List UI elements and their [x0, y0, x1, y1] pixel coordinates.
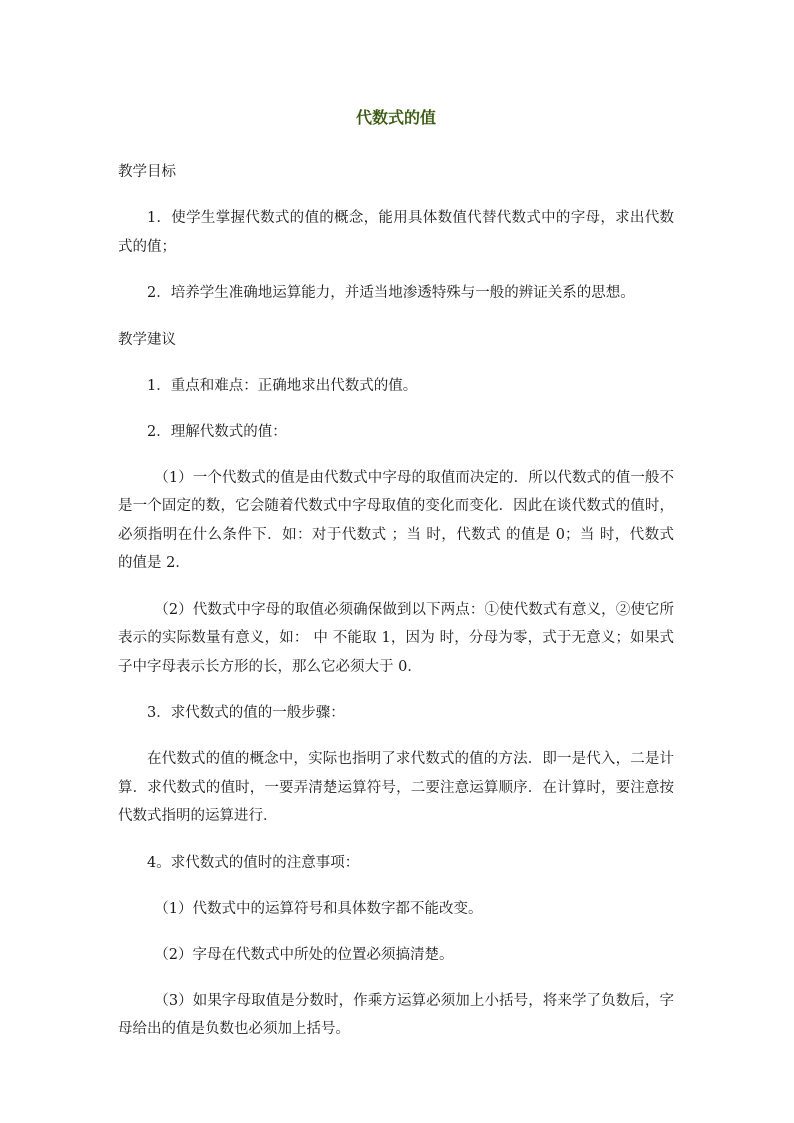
goal-item-2: 2．培养学生准确地运算能力，并适当地渗透特殊与一般的辨证关系的思想。	[147, 285, 635, 301]
suggestion-item-4: 4。求代数式的值时的注意事项：	[147, 854, 360, 871]
section-heading-goals: 教学目标	[118, 164, 176, 180]
section-heading-suggestions: 教学建议	[118, 331, 176, 348]
suggestion-item-2-2: （2）代数式中字母的取值必须确保做到以下两点：①使代数式有意义，②使它所表示的实际数量有意义，如： 中 不能取 1，因为 时，分母为零，式于无意义；如果式子中字母表示长方形的长，那么它必须大于 0．	[118, 601, 674, 675]
page-title: 代数式的值	[355, 108, 436, 127]
suggestion-item-4-2: （2）字母在代数式中所处的位置必须搞清楚。	[154, 946, 454, 963]
document-page	[118, 106, 674, 1062]
suggestion-item-2-1: （1）一个代数式的值是由代数式中字母的取值而决定的．所以代数式的值一般不是一个固定的数，它会随着代数式中字母取值的变化而变化．因此在谈代数式的值时，必须指明在什么条件下．如：对于代数式 ；当 时，代数式 的值是 0；当 时，代数式 的值是 2．	[118, 469, 674, 571]
suggestion-item-3-body: 在代数式的值的概念中，实际也指明了求代数式的值的方法．即一是代入，二是计算．求代数式的值时，一要弄清楚运算符号，二要注意运算顺序．在计算时，要注意按代数式指明的运算进行．	[118, 751, 674, 824]
goal-item-1: 1．使学生掌握代数式的值的概念，能用具体数值代替代数式中的字母，求出代数式的值；	[118, 210, 674, 255]
suggestion-item-2: 2．理解代数式的值：	[147, 423, 287, 440]
suggestion-item-4-1: （1）代数式中的运算符号和具体数字都不能改变。	[154, 900, 483, 917]
suggestion-item-1: 1．重点和难点：正确地求出代数式的值。	[147, 377, 418, 394]
suggestion-item-4-3: （3）如果字母取值是分数时，作乘方运算必须加上小括号，将来学了负数后，字母给出的值是负数也必须加上括号。	[118, 992, 674, 1037]
suggestion-item-3: 3．求代数式的值的一般步骤：	[147, 705, 345, 721]
